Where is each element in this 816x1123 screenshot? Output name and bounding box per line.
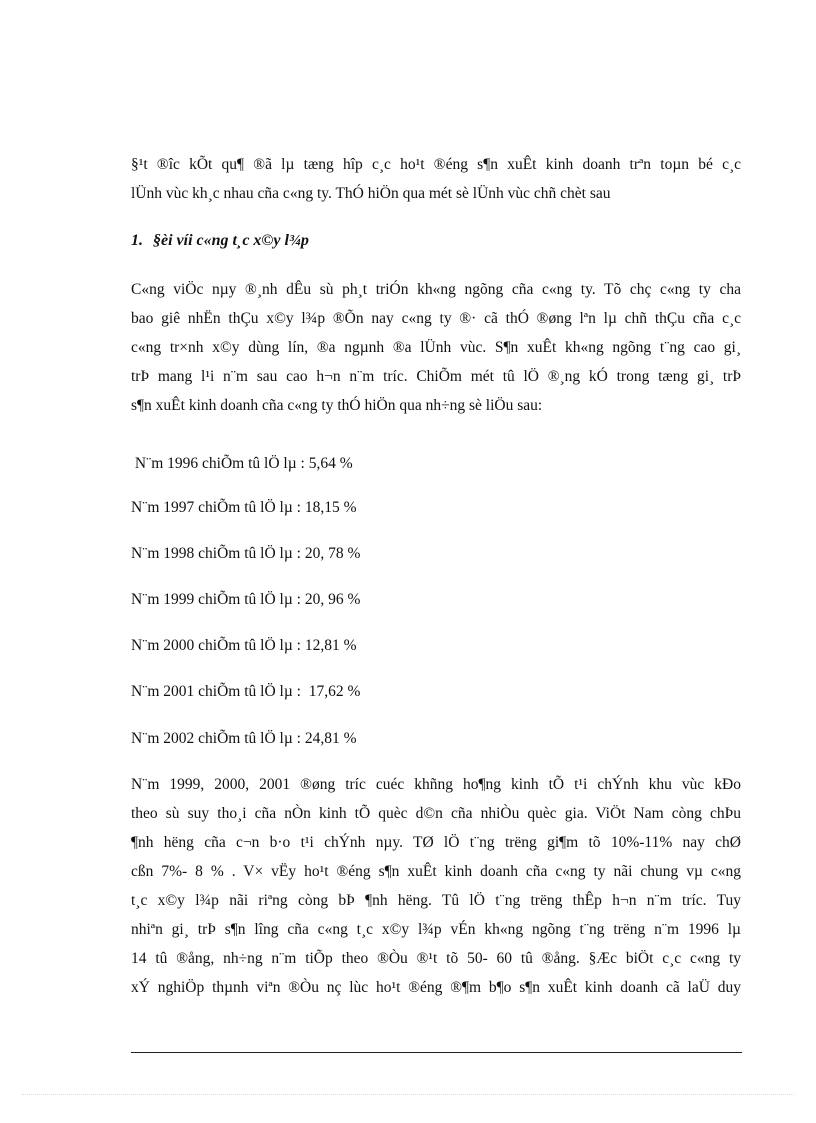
closing-line-5: t¸c x©y l¾p nãi riªng còng bÞ ¶nh hëng. Tû lÖ t¨ng trëng thÊp h¬n n¨m tríc. Tuy (131, 892, 741, 909)
intro-line-2: lÜnh vùc kh¸c nhau cña c«ng ty. ThÓ hiÖn qua mét sè lÜnh vùc chñ chèt sau (131, 185, 611, 202)
section-heading-number: 1. (131, 232, 143, 249)
section-heading (131, 232, 309, 250)
section-line-4: trÞ mang l¹i n¨m sau cao h¬n n¨m tríc. ChiÕm mét tû lÖ ®¸ng kÓ trong tæng gi¸ trÞ (131, 368, 741, 385)
stat-line-2000: N¨m 2000 chiÕm tû lÖ lµ : 12,81 % (131, 637, 357, 654)
stat-line-1997: N¨m 1997 chiÕm tû lÖ lµ : 18,15 % (131, 499, 357, 516)
stat-line-2002: N¨m 2002 chiÕm tû lÖ lµ : 24,81 % (131, 730, 357, 747)
section-line-2: bao giê nhËn thÇu x©y l¾p ®Õn nay c«ng ty ®· cã thÓ ®øng lªn lµ chñ thÇu cña c¸c (131, 310, 741, 327)
closing-paragraph (131, 770, 741, 1002)
stat-line-1996: N¨m 1996 chiÕm tû lÖ lµ : 5,64 % (131, 455, 353, 472)
section-line-3: c«ng tr×nh x©y dùng lín, ®a ngµnh ®a lÜnh vùc. S¶n xuÊt kh«ng ngõng t¨ng cao gi¸ (131, 339, 741, 356)
closing-line-4: cßn 7%- 8 % . V× vËy ho¹t ®éng s¶n xuÊt kinh doanh cña c«ng ty nãi chung vµ c«ng (131, 863, 741, 880)
section-paragraph (131, 275, 741, 420)
closing-line-8: xÝ nghiÖp thµnh viªn ®Òu nç lùc ho¹t ®éng ®¶m b¶o s¶n xuÊt kinh doanh cã laÜ duy (131, 979, 741, 996)
stat-line-2001: N¨m 2001 chiÕm tû lÖ lµ : 17,62 % (131, 683, 361, 700)
closing-line-3: ¶nh hëng cña c¬n b·o t¹i chÝnh nµy. TØ lÖ t¨ng trëng gi¶m tõ 10%-11% nay chØ (131, 834, 741, 851)
stat-line-1998: N¨m 1998 chiÕm tû lÖ lµ : 20, 78 % (131, 545, 361, 562)
intro-line-1: §¹t ®îc kÕt qu¶ ®ã lµ tæng hîp c¸c ho¹t ®éng s¶n xuÊt kinh doanh trªn toµn bé c¸c (131, 156, 741, 173)
intro-paragraph (131, 150, 741, 208)
section-heading-title: §èi víi c«ng t¸c x©y l¾p (153, 232, 309, 249)
closing-line-7: 14 tû ®ång, nh÷ng n¨m tiÕp theo ®Òu ®¹t tõ 50- 60 tû ®ång. §Æc biÖt c¸c c«ng ty (131, 950, 741, 967)
closing-line-1: N¨m 1999, 2000, 2001 ®øng tríc cuéc khñng ho¶ng kinh tÕ t¹i chÝnh khu vùc kÐo (131, 776, 741, 793)
page-bottom-edge (22, 1094, 794, 1095)
footer-rule (131, 1052, 742, 1053)
section-line-5: s¶n xuÊt kinh doanh cña c«ng ty thÓ hiÖn qua nh÷ng sè liÖu sau: (131, 397, 543, 414)
closing-line-6: nhiªn gi¸ trÞ s¶n lîng cña c«ng t¸c x©y l¾p vÉn kh«ng ngõng t¨ng trëng n¨m 1996 lµ (131, 921, 741, 938)
stat-line-1999: N¨m 1999 chiÕm tû lÖ lµ : 20, 96 % (131, 591, 361, 608)
closing-line-2: theo sù suy tho¸i cña nÒn kinh tÕ quèc d©n cña nhiÒu quèc gia. ViÖt Nam còng chÞu (131, 805, 741, 822)
section-line-1: C«ng viÖc nµy ®¸nh dÊu sù ph¸t triÓn kh«ng ngõng cña c«ng ty. Tõ chç c«ng ty cha (131, 281, 741, 298)
